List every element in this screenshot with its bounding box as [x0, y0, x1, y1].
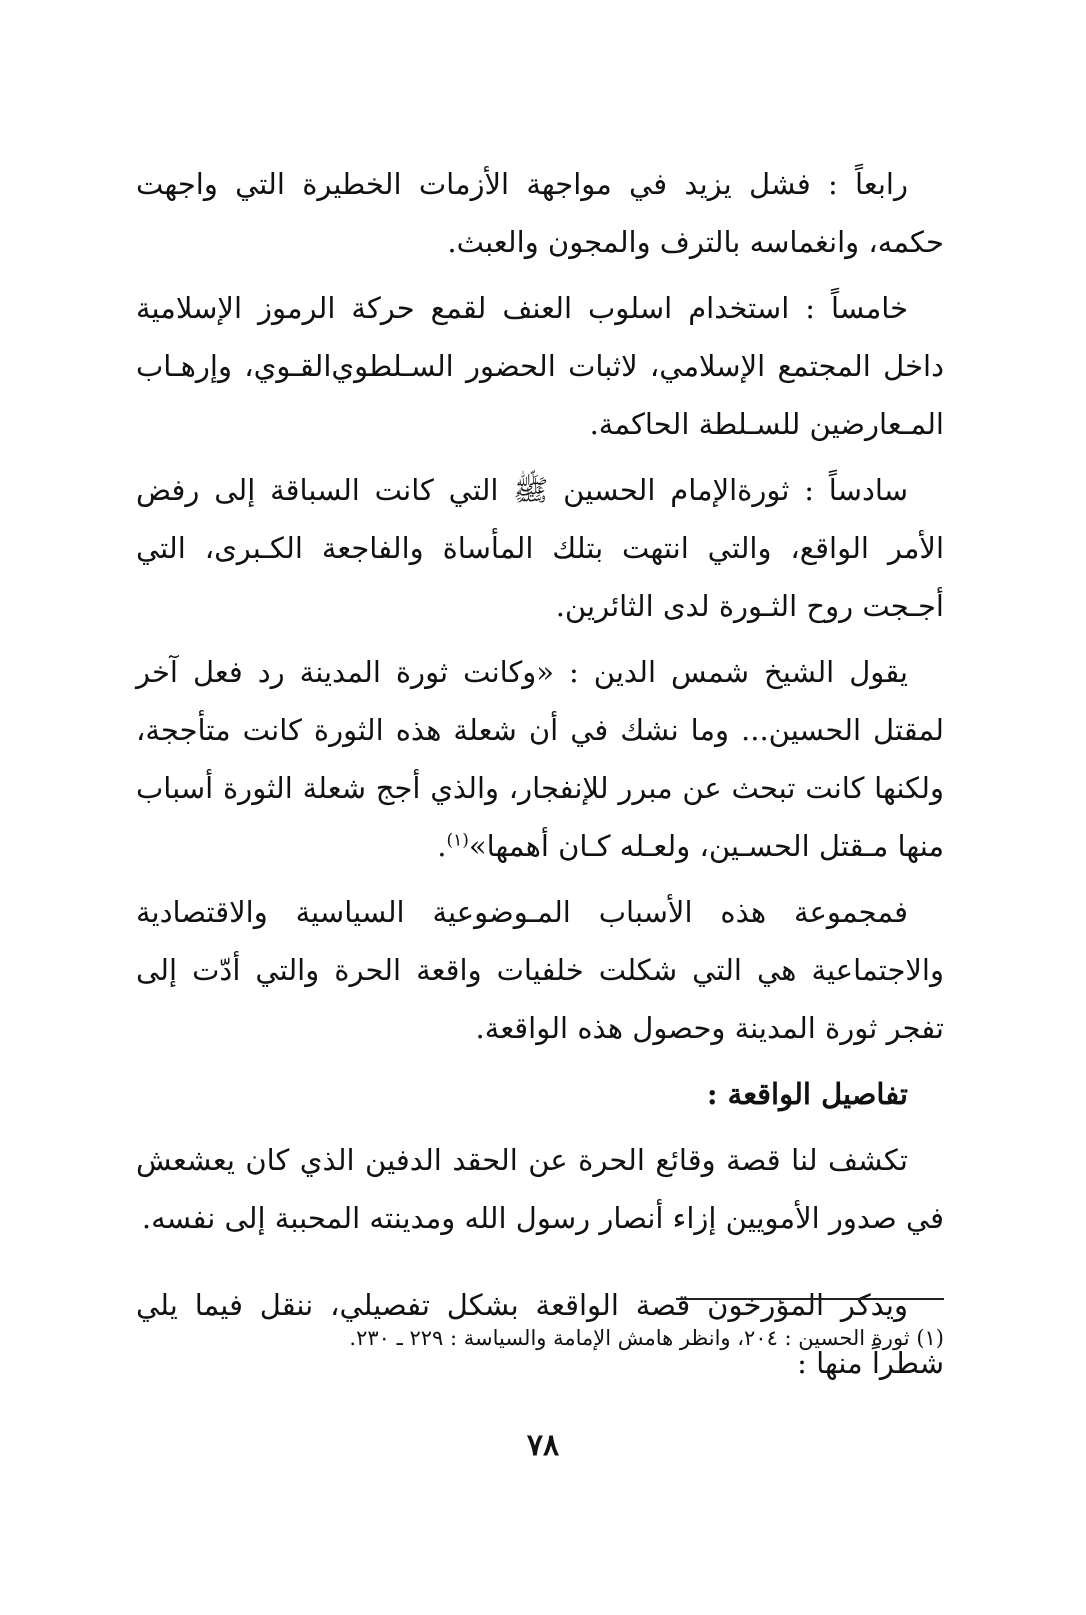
- paragraph-summary: فمجموعة هذه الأسباب المـوضوعية السياسية والاقتصادية والاجتماعية هي التي شكلت خلفيات واقعة الحرة والتي أدّت إلى تفجر ثورة المدينة وحصول هذه الواقعة.: [136, 895, 944, 1045]
- main-text: [136, 155, 944, 1421]
- section-heading: تفاصيل الواقعة :: [706, 1077, 908, 1111]
- quote-text: يقول الشيخ شمس الدين : «وكانت ثورة المدينة رد فعل آخر لمقتل الحسين... وما نشك في أن شعلة هذه الثورة كانت متأججة، ولكنها كانت تبحث عن مبرر للإنفجار، والذي أجج شعلة الثورة أسباب منها مـقتل الحسـين، ولعـله كـان أهمها»: [136, 655, 944, 863]
- paragraph-details: تكشف لنا قصة وقائع الحرة عن الحقد الدفين الذي كان يعشعش في صدور الأمويين إزاء أنصار رسول الله ومدينته المحببة إلى نفسه.: [136, 1143, 944, 1235]
- paragraph-quote: [136, 643, 944, 875]
- paragraph-fifth-reason: خامساً : استخدام اسلوب العنف لقمع حركة الرموز الإسلامية داخل المجتمع الإسلامي، لاثبات الحضور السـلطوي‌القـوي، وإرهـاب المـعارضين للسـلطة الحاكمة.: [136, 291, 944, 441]
- footnote: (١) ثورة الحسين : ٢٠٤، وانظر هامش الإمامة والسياسة : ٢٢٩ ـ ٢٣٠.: [349, 1326, 944, 1350]
- paragraph-intro-narration: ويذكر المؤرخون قصة الواقعة بشكل تفصيلي، ننقل فيما يلي شطراً منها :: [136, 1288, 944, 1380]
- page-number: ٧٨: [526, 1428, 560, 1463]
- footnote-reference: (١): [446, 830, 469, 851]
- quote-end-period: .: [437, 829, 447, 863]
- footnote-divider: [676, 1298, 944, 1300]
- paragraph-fourth-reason: رابعاً : فشل يزيد في مواجهة الأزمات الخطيرة التي واجهت حكمه، وانغماسه بالترف والمجون والعبث.: [136, 167, 944, 259]
- paragraph-sixth-reason: سادساً : ثورةالإمام الحسين ﷺ التي كانت السباقة إلى رفض الأمر الواقع، والتي انتهت بتلك المأساة والفاجعة الكـبرى، التي أجـجت روح الثـورة لدى الثائرين.: [136, 473, 944, 623]
